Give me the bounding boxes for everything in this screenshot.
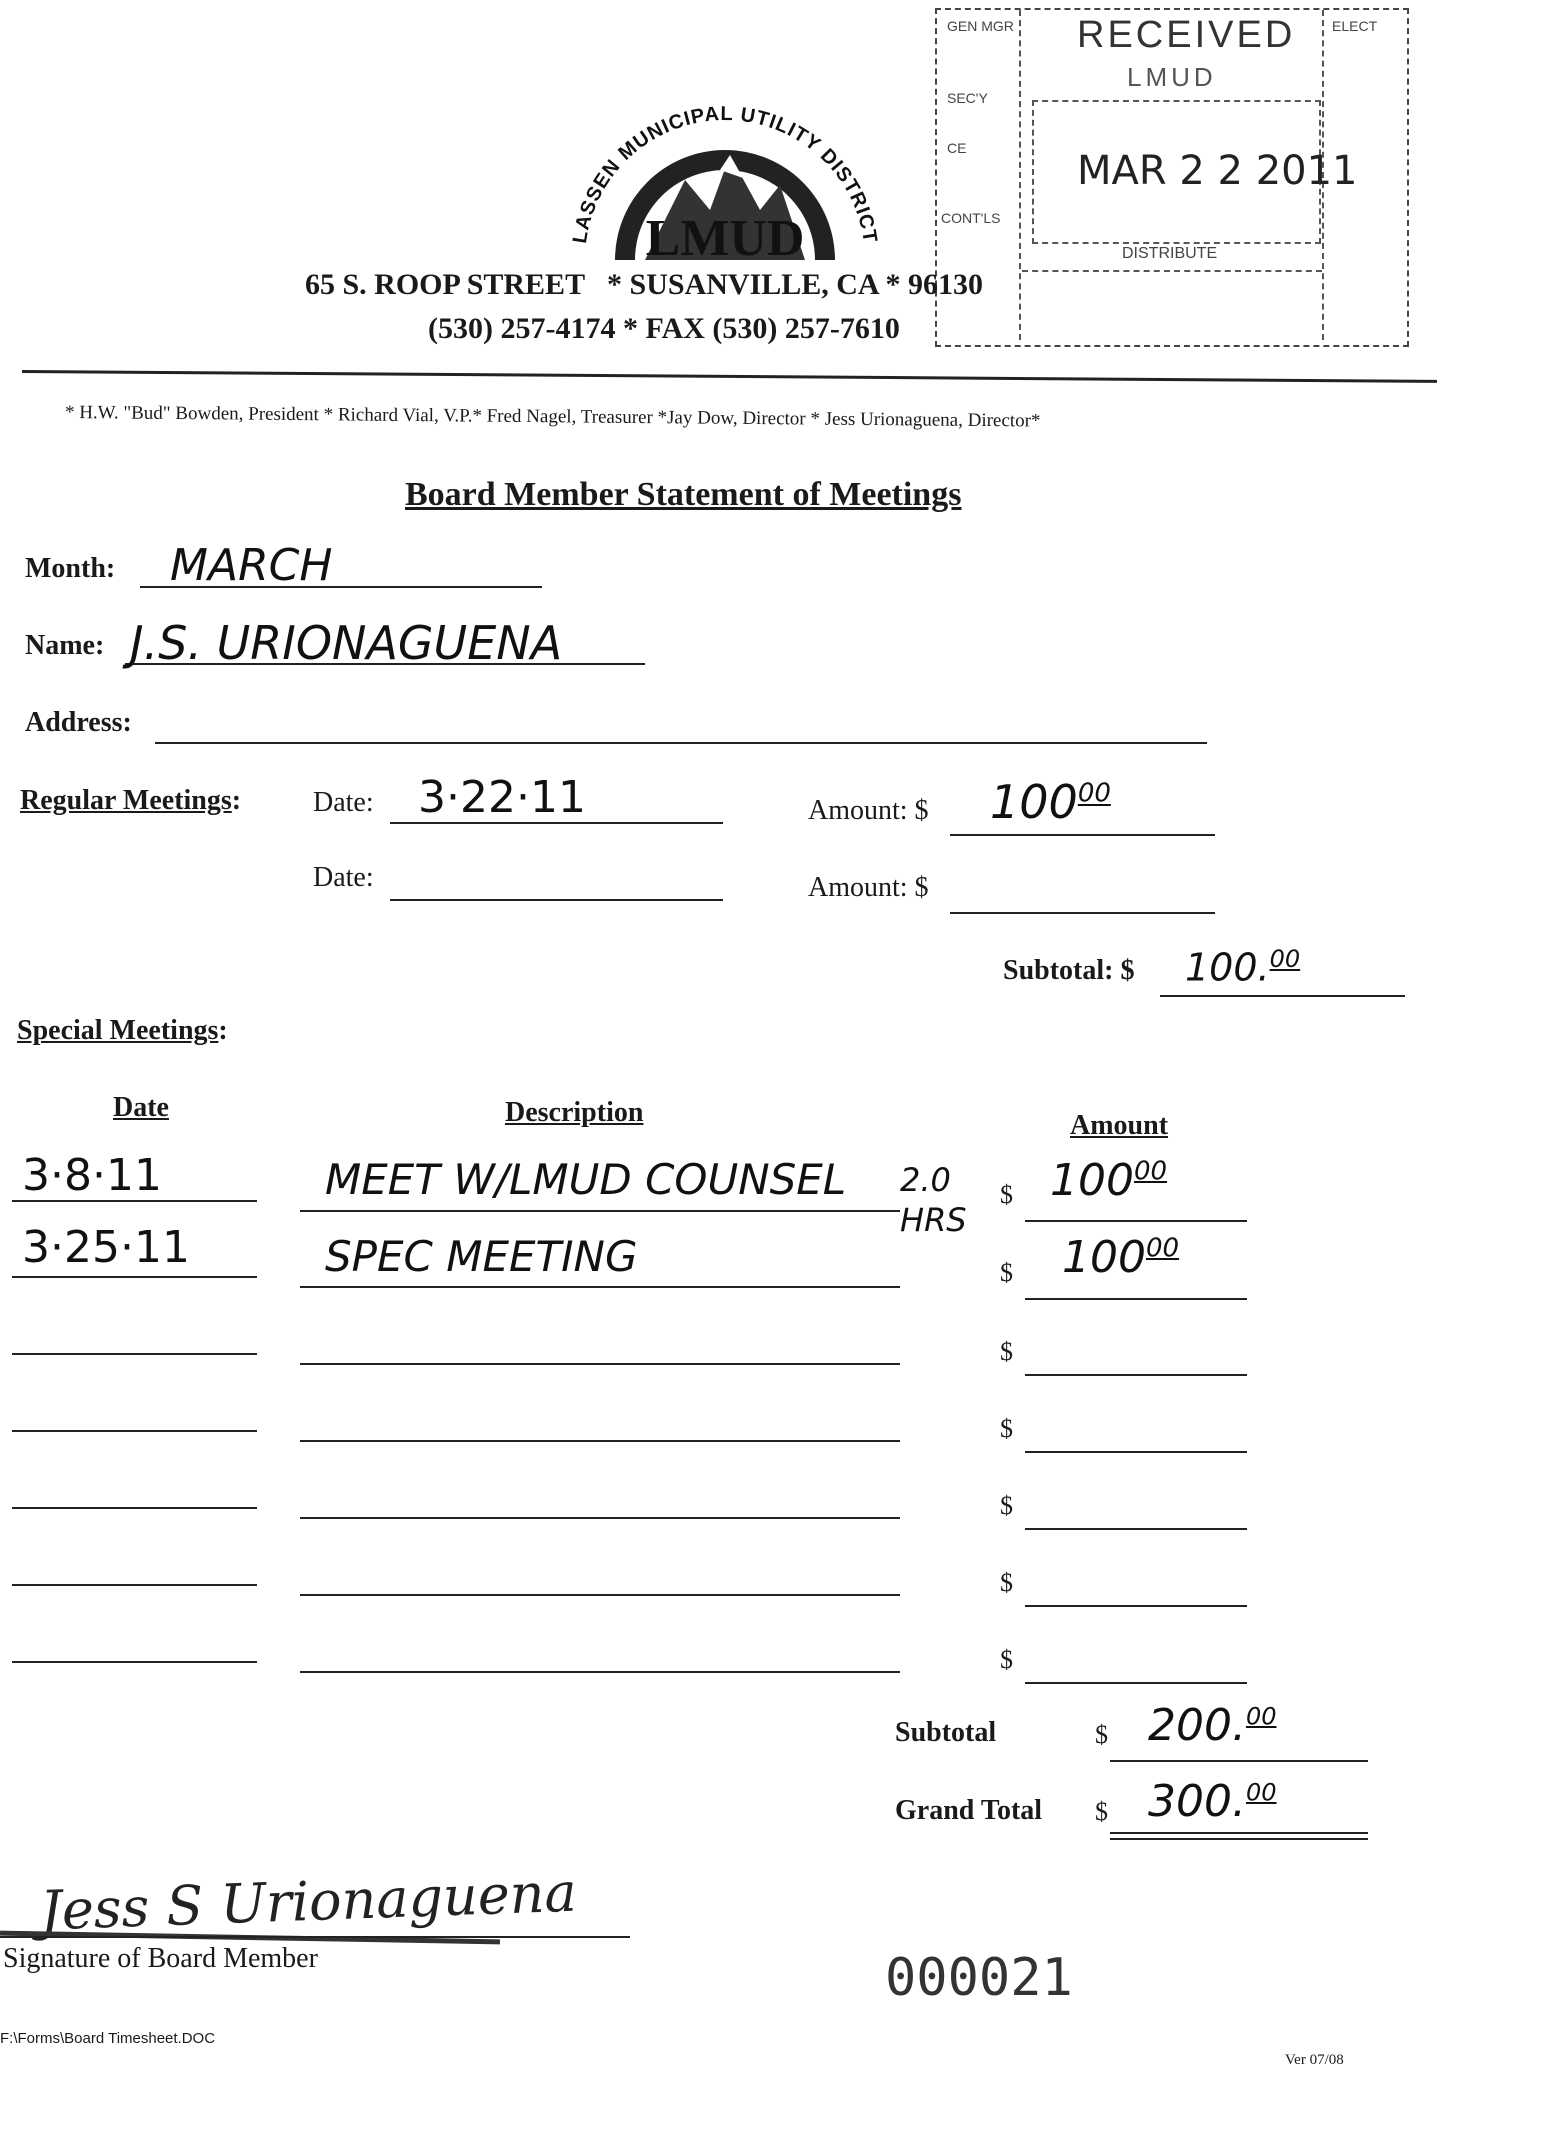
special-desc-field-6[interactable] <box>300 1594 900 1596</box>
logo-arc-text: LASSEN MUNICIPAL UTILITY DISTRICT <box>568 102 882 245</box>
regular-subtotal-field[interactable] <box>1160 995 1405 997</box>
stamp-title: RECEIVED <box>1077 14 1296 56</box>
signature-field[interactable] <box>0 1936 630 1938</box>
stamp-date: MAR 2 2 2011 <box>1077 148 1358 194</box>
regular-date-value-1: 3·22·11 <box>418 772 586 823</box>
stamp-cell-gen: GEN MGR <box>947 18 1014 34</box>
regular-subtotal-value: 100.00 <box>1185 945 1301 990</box>
stamp-cell-ce: CE <box>947 140 967 156</box>
special-note-value-1: 2.0 HRS <box>900 1161 967 1239</box>
signature-label: Signature of Board Member <box>3 1943 318 1974</box>
regular-amount-field-2[interactable] <box>950 912 1215 914</box>
header-address: 65 S. ROOP STREET * SUSANVILLE, CA * 96130 <box>305 268 983 301</box>
stamp-cell-secy: SEC'Y <box>947 90 988 106</box>
special-date-field-5[interactable] <box>12 1507 257 1509</box>
grand-total-field[interactable] <box>1110 1832 1368 1834</box>
stamp-cell-elect: ELECT <box>1332 18 1378 34</box>
logo-graphic <box>555 60 895 280</box>
col-date-header: Date <box>113 1092 169 1123</box>
special-dollar-7: $ <box>1000 1645 1013 1674</box>
version-label: Ver 07/08 <box>1285 2052 1344 2068</box>
special-desc-field-2[interactable] <box>300 1286 900 1288</box>
special-desc-field-4[interactable] <box>300 1440 900 1442</box>
form-title: Board Member Statement of Meetings <box>405 476 962 513</box>
special-date-value-2: 3·25·11 <box>22 1222 190 1273</box>
stamp-distribute: DISTRIBUTE <box>1122 245 1218 262</box>
special-dollar-4: $ <box>1000 1414 1013 1443</box>
special-desc-field-7[interactable] <box>300 1671 900 1673</box>
header-phone: (530) 257-4174 * FAX (530) 257-7610 <box>428 312 900 345</box>
board-member-signature: Jess S Urionaguena <box>39 1860 578 1943</box>
special-desc-value-2: SPEC MEETING <box>325 1232 638 1281</box>
logo-initials: LMUD <box>645 210 805 267</box>
special-dollar-2: $ <box>1000 1258 1013 1287</box>
special-amount-value-1: $100^{00}$ <box>1050 1155 1168 1206</box>
regular-amount-value-1: $100^{00}$ <box>990 775 1111 829</box>
special-amount-field-4[interactable] <box>1025 1451 1247 1453</box>
special-dollar-3: $ <box>1000 1337 1013 1366</box>
lmud-logo <box>555 60 895 280</box>
address-field[interactable] <box>155 742 1207 744</box>
special-dollar-1: $ <box>1000 1180 1013 1209</box>
special-subtotal-label: Subtotal <box>895 1717 997 1748</box>
special-desc-field-1[interactable] <box>300 1210 900 1212</box>
regular-meetings-label: Regular Meetings: <box>20 785 242 816</box>
special-date-field-6[interactable] <box>12 1584 257 1586</box>
special-amount-field-3[interactable] <box>1025 1374 1247 1376</box>
regular-amount-label-1: Amount: $ <box>808 795 929 826</box>
regular-amount-field-1[interactable] <box>950 834 1215 836</box>
col-description-header: Description <box>505 1097 644 1128</box>
regular-date-label-2: Date: <box>313 862 374 893</box>
special-date-field-4[interactable] <box>12 1430 257 1432</box>
special-dollar-6: $ <box>1000 1568 1013 1597</box>
regular-subtotal-label: Subtotal: $ <box>1003 955 1135 986</box>
received-stamp <box>935 8 1409 347</box>
special-subtotal-field[interactable] <box>1110 1760 1368 1762</box>
month-label: Month: <box>25 553 116 584</box>
regular-date-label-1: Date: <box>313 787 374 818</box>
grand-total-label: Grand Total <box>895 1795 1043 1826</box>
header-rule <box>22 370 1437 383</box>
regular-date-field-2[interactable] <box>390 899 723 901</box>
name-value: J.S. URIONAGUENA <box>130 616 563 670</box>
board-members: * H.W. "Bud" Bowden, President * Richard Vial, V.P.* Fred Nagel, Treasurer *Jay Dow, Director * Jess Urionaguena, Director* <box>64 402 1041 432</box>
name-label: Name: <box>25 630 105 661</box>
special-date-field-7[interactable] <box>12 1661 257 1663</box>
special-amount-field-5[interactable] <box>1025 1528 1247 1530</box>
grand-total-value: 300.00 <box>1148 1776 1277 1827</box>
file-path: F:\Forms\Board Timesheet.DOC <box>0 2030 216 2047</box>
stamp-cell-contls: CONT'LS <box>941 210 1001 226</box>
regular-amount-label-2: Amount: $ <box>808 872 929 903</box>
grand-total-dollar: $ <box>1095 1797 1108 1826</box>
special-amount-field-2[interactable] <box>1025 1298 1247 1300</box>
document-number: 000021 <box>885 1948 1073 2008</box>
special-subtotal-dollar: $ <box>1095 1720 1108 1749</box>
special-desc-value-1: MEET W/LMUD COUNSEL <box>325 1155 847 1204</box>
special-date-field-3[interactable] <box>12 1353 257 1355</box>
special-dollar-5: $ <box>1000 1491 1013 1520</box>
special-amount-value-2: $100^{00}$ <box>1062 1232 1180 1283</box>
special-amount-field-7[interactable] <box>1025 1682 1247 1684</box>
special-date-field-2[interactable] <box>12 1276 257 1278</box>
month-value: MARCH <box>170 540 333 591</box>
special-subtotal-value: 200.00 <box>1148 1700 1277 1751</box>
col-amount-header: Amount <box>1070 1110 1169 1141</box>
special-date-value-1: 3·8·11 <box>22 1150 162 1201</box>
special-desc-field-3[interactable] <box>300 1363 900 1365</box>
grand-total-double-rule <box>1110 1838 1368 1840</box>
special-amount-field-1[interactable] <box>1025 1220 1247 1222</box>
special-meetings-label: Special Meetings: <box>17 1015 228 1046</box>
special-desc-field-5[interactable] <box>300 1517 900 1519</box>
address-label: Address: <box>25 707 132 738</box>
stamp-org: LMUD <box>1127 62 1217 92</box>
special-amount-field-6[interactable] <box>1025 1605 1247 1607</box>
